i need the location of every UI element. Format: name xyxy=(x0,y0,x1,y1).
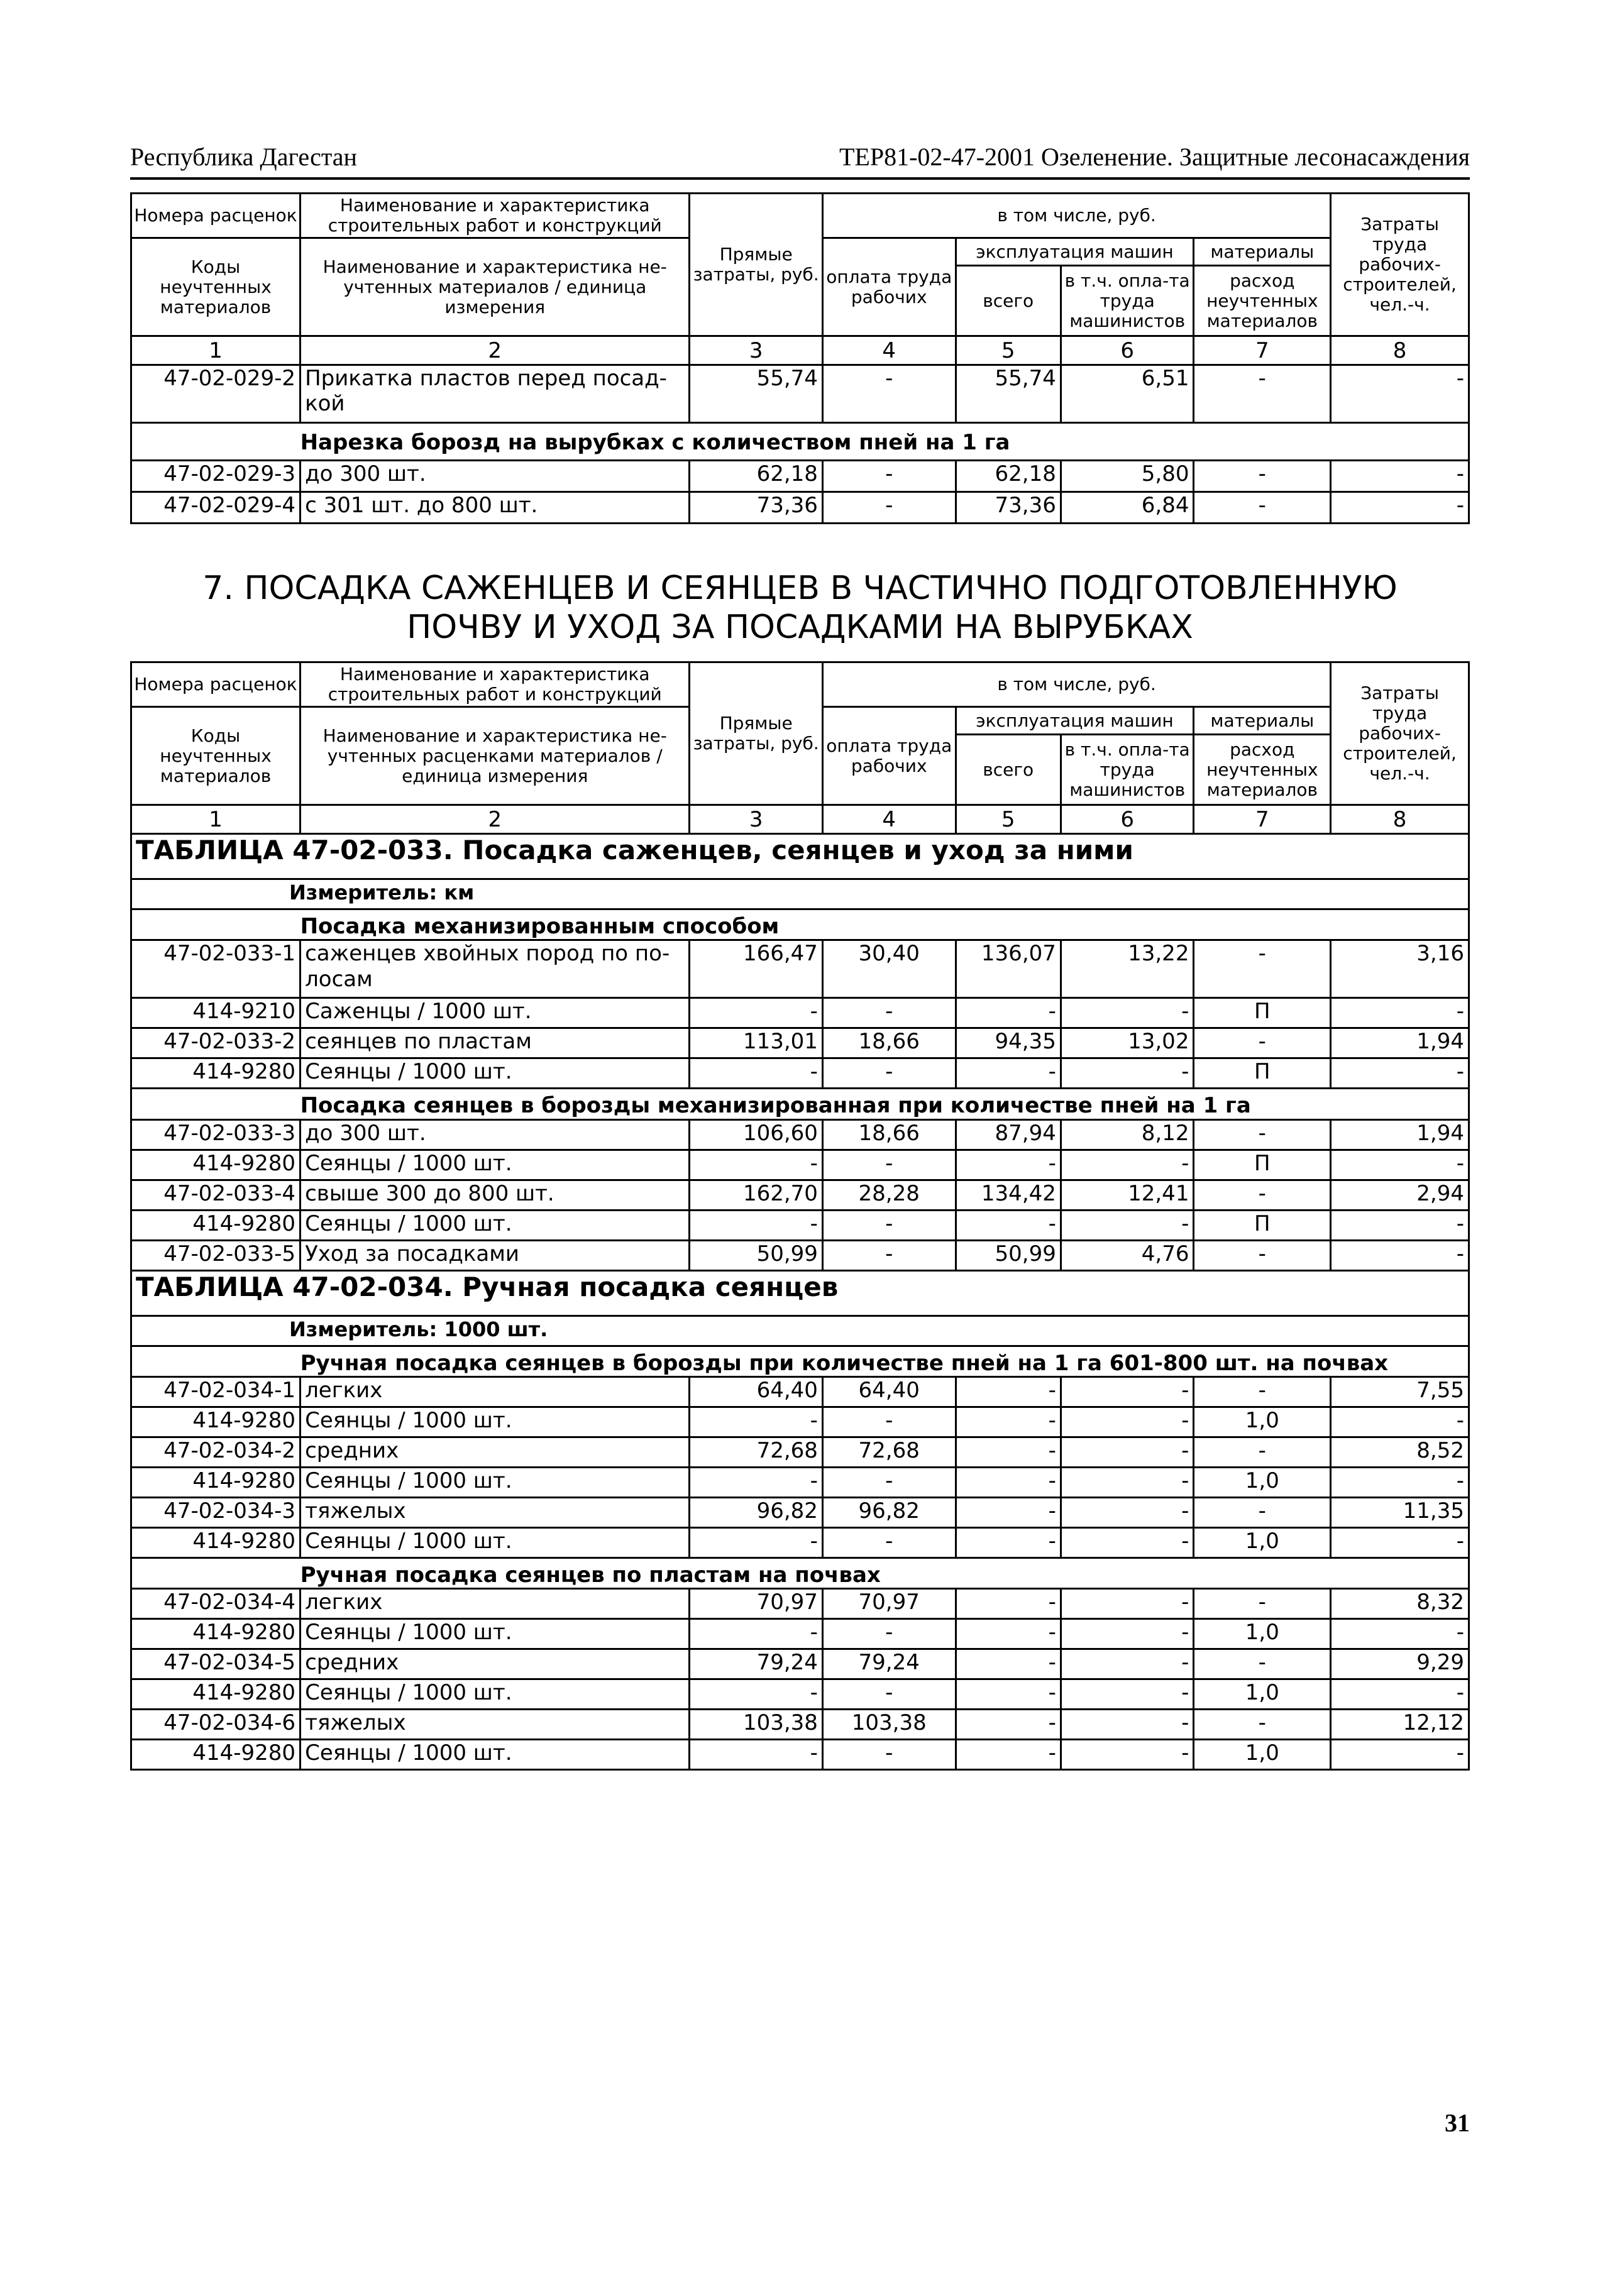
section-title: Ручная посадка сеянцев по пластам на почвах xyxy=(300,1557,1469,1588)
cell-col-8: 3,16 xyxy=(1331,940,1469,998)
cell-col-6: - xyxy=(1061,998,1194,1028)
col-number-3: 3 xyxy=(690,336,823,365)
cell-col-3: 106,60 xyxy=(690,1119,823,1150)
cell-col-4: - xyxy=(822,1150,956,1180)
table-caption: ТАБЛИЦА 47-02-033. Посадка саженцев, сеянцев и уход за ними xyxy=(136,835,1133,866)
col-number-7: 7 xyxy=(1194,805,1331,834)
cell-col-8: 2,94 xyxy=(1331,1180,1469,1210)
cell-col-2: до 300 шт. xyxy=(300,460,690,492)
cell-col-1: 47-02-033-3 xyxy=(131,1119,300,1150)
cell-col-4: 103,38 xyxy=(822,1709,956,1739)
table-row xyxy=(131,1739,1469,1769)
cell-col-1: 47-02-034-3 xyxy=(131,1497,300,1527)
cell-col-1: 47-02-029-4 xyxy=(131,492,300,523)
cell-col-4: - xyxy=(822,365,956,423)
cell-col-4: - xyxy=(822,1058,956,1089)
section-7-heading-line-2: ПОЧВУ И УХОД ЗА ПОСАДКАМИ НА ВЫРУБКАХ xyxy=(407,608,1193,646)
cell-col-7: 1,0 xyxy=(1194,1618,1331,1649)
table-row xyxy=(131,1180,1469,1210)
table-row xyxy=(131,1649,1469,1679)
cell-col-2: Сеянцы / 1000 шт. xyxy=(300,1679,690,1709)
section-row xyxy=(131,909,1469,940)
cell-col-8: 1,94 xyxy=(1331,1028,1469,1058)
cell-col-1: 414-9280 xyxy=(131,1467,300,1497)
cell-col-1: 414-9280 xyxy=(131,1679,300,1709)
cell-col-4: - xyxy=(822,1210,956,1240)
cell-col-7: - xyxy=(1194,1649,1331,1679)
unit-label: Измеритель: км xyxy=(289,881,475,905)
col-machinist-pay-header: в т.ч. опла-та труда машинистов xyxy=(1061,735,1194,805)
cell-col-7: - xyxy=(1194,492,1331,523)
cell-col-6: - xyxy=(1061,1649,1194,1679)
cell-col-5: - xyxy=(956,1739,1061,1769)
col-material-name-header: Наименование и характеристика не-учтенных расценками материалов / единица измерения xyxy=(300,707,690,805)
cell-col-8: - xyxy=(1331,1210,1469,1240)
table-row xyxy=(131,365,1469,423)
cell-col-6: - xyxy=(1061,1709,1194,1739)
cell-col-2: Сеянцы / 1000 шт. xyxy=(300,1467,690,1497)
cell-col-1: 414-9280 xyxy=(131,1407,300,1437)
cell-col-7: - xyxy=(1194,940,1331,998)
cell-col-8: 9,29 xyxy=(1331,1649,1469,1679)
cell-col-7: П xyxy=(1194,1150,1331,1180)
cell-col-7: - xyxy=(1194,460,1331,492)
col-worker-pay-header: оплата труда рабочих xyxy=(822,707,956,805)
cell-col-1: 414-9280 xyxy=(131,1739,300,1769)
col-including-header: в том числе, руб. xyxy=(822,662,1330,707)
cell-col-5: 134,42 xyxy=(956,1180,1061,1210)
cell-col-5: 87,94 xyxy=(956,1119,1061,1150)
cell-col-1: 47-02-034-2 xyxy=(131,1437,300,1467)
cell-col-6: - xyxy=(1061,1058,1194,1089)
cell-col-5: 50,99 xyxy=(956,1240,1061,1270)
cell-col-6: - xyxy=(1061,1467,1194,1497)
col-number-5: 5 xyxy=(956,336,1061,365)
cell-col-2: Сеянцы / 1000 шт. xyxy=(300,1150,690,1180)
col-machines-total-header: всего xyxy=(956,735,1061,805)
cell-col-6: 6,51 xyxy=(1061,365,1194,423)
cell-col-1: 414-9280 xyxy=(131,1150,300,1180)
cell-col-2: до 300 шт. xyxy=(300,1119,690,1150)
cell-col-3: - xyxy=(690,1679,823,1709)
col-material-codes-header: Коды неучтенных материалов xyxy=(131,238,300,336)
col-including-header: в том числе, руб. xyxy=(822,194,1330,238)
cell-col-8: - xyxy=(1331,460,1469,492)
cell-col-4: - xyxy=(822,1240,956,1270)
cell-col-3: - xyxy=(690,1210,823,1240)
cell-col-6: - xyxy=(1061,1588,1194,1618)
cell-col-3: 55,74 xyxy=(690,365,823,423)
cell-col-7: П xyxy=(1194,1058,1331,1089)
cell-col-7: - xyxy=(1194,1376,1331,1407)
cell-col-8: - xyxy=(1331,492,1469,523)
cell-col-8: - xyxy=(1331,1618,1469,1649)
cell-col-3: 72,68 xyxy=(690,1437,823,1467)
cell-col-2: сеянцев по пластам xyxy=(300,1028,690,1058)
cell-col-3: 103,38 xyxy=(690,1709,823,1739)
table-row xyxy=(131,1119,1469,1150)
cell-col-6: 6,84 xyxy=(1061,492,1194,523)
table-caption: ТАБЛИЦА 47-02-034. Ручная посадка сеянцев xyxy=(136,1271,839,1302)
section-7-heading xyxy=(130,569,1470,647)
cell-col-7: - xyxy=(1194,1709,1331,1739)
cell-col-1: 47-02-033-2 xyxy=(131,1028,300,1058)
col-work-name-header: Наименование и характеристика строительных работ и конструкций xyxy=(300,194,690,238)
cell-col-5: 94,35 xyxy=(956,1028,1061,1058)
col-number-4: 4 xyxy=(822,805,956,834)
cell-col-7: - xyxy=(1194,1119,1331,1150)
cell-col-2: тяжелых xyxy=(300,1709,690,1739)
cell-col-5: 73,36 xyxy=(956,492,1061,523)
col-worker-pay-header: оплата труда рабочих xyxy=(822,238,956,336)
cell-col-5: - xyxy=(956,1618,1061,1649)
cell-col-3: - xyxy=(690,1739,823,1769)
cell-col-2: легких xyxy=(300,1588,690,1618)
col-direct-costs-header: Прямые затраты, руб. xyxy=(690,194,823,336)
cell-col-6: 13,22 xyxy=(1061,940,1194,998)
cell-col-3: 166,47 xyxy=(690,940,823,998)
section-7-heading-line-1: 7. ПОСАДКА САЖЕНЦЕВ И СЕЯНЦЕВ В ЧАСТИЧНО ПОДГОТОВЛЕННУЮ xyxy=(202,569,1398,607)
col-number-1: 1 xyxy=(131,805,300,834)
col-machinist-pay-header: в т.ч. опла-та труда машинистов xyxy=(1061,266,1194,336)
cell-col-5: - xyxy=(956,1527,1061,1557)
cell-col-4: - xyxy=(822,1679,956,1709)
cell-col-5: - xyxy=(956,1437,1061,1467)
cell-col-3: 73,36 xyxy=(690,492,823,523)
section-row xyxy=(131,430,1469,460)
cell-col-1: 414-9280 xyxy=(131,1058,300,1089)
cell-col-2: Прикатка пластов перед посад-кой xyxy=(300,365,690,423)
cell-col-7: - xyxy=(1194,1588,1331,1618)
cell-col-5: - xyxy=(956,1058,1061,1089)
col-number-2: 2 xyxy=(300,805,690,834)
cell-col-6: - xyxy=(1061,1407,1194,1437)
cell-col-8: - xyxy=(1331,1150,1469,1180)
col-machine-operation-header: эксплуатация машин xyxy=(956,707,1194,735)
table-row xyxy=(131,1588,1469,1618)
col-material-consumption-header: расход неучтенных материалов xyxy=(1194,735,1331,805)
cell-col-3: 162,70 xyxy=(690,1180,823,1210)
cell-col-7: - xyxy=(1194,1180,1331,1210)
cell-col-2: свыше 300 до 800 шт. xyxy=(300,1180,690,1210)
cell-col-2: Сеянцы / 1000 шт. xyxy=(300,1058,690,1089)
section-title: Нарезка борозд на вырубках с количеством пней на 1 га xyxy=(300,430,1469,460)
table-row xyxy=(131,1240,1469,1270)
cell-col-7: 1,0 xyxy=(1194,1527,1331,1557)
table-row xyxy=(131,1058,1469,1089)
cell-col-4: 18,66 xyxy=(822,1119,956,1150)
cell-col-6: 12,41 xyxy=(1061,1180,1194,1210)
col-machine-operation-header: эксплуатация машин xyxy=(956,238,1194,266)
col-number-8: 8 xyxy=(1331,336,1469,365)
cell-col-4: 72,68 xyxy=(822,1437,956,1467)
table-row xyxy=(131,998,1469,1028)
cell-col-7: - xyxy=(1194,1437,1331,1467)
cell-col-3: - xyxy=(690,998,823,1028)
col-number-2: 2 xyxy=(300,336,690,365)
table-row xyxy=(131,1618,1469,1649)
col-number-7: 7 xyxy=(1194,336,1331,365)
cell-col-7: - xyxy=(1194,1497,1331,1527)
cell-col-6: 8,12 xyxy=(1061,1119,1194,1150)
cell-col-3: - xyxy=(690,1150,823,1180)
cell-col-8: - xyxy=(1331,1058,1469,1089)
header-document-code: ТЕР81-02-47-2001 Озеленение. Защитные лесонасаждения xyxy=(839,143,1470,171)
cell-col-7: 1,0 xyxy=(1194,1407,1331,1437)
section-row xyxy=(131,1089,1469,1119)
cell-col-3: - xyxy=(690,1058,823,1089)
cell-col-8: 1,94 xyxy=(1331,1119,1469,1150)
cell-col-5: - xyxy=(956,1467,1061,1497)
col-direct-costs-header: Прямые затраты, руб. xyxy=(690,662,823,805)
cell-col-8: - xyxy=(1331,998,1469,1028)
cell-col-5: - xyxy=(956,1679,1061,1709)
cell-col-6: - xyxy=(1061,1618,1194,1649)
cell-col-1: 47-02-033-4 xyxy=(131,1180,300,1210)
cell-col-8: - xyxy=(1331,1240,1469,1270)
table-row xyxy=(131,1709,1469,1739)
cell-col-4: - xyxy=(822,1739,956,1769)
cell-col-5: - xyxy=(956,1210,1061,1240)
cell-col-2: саженцев хвойных пород по по-лосам xyxy=(300,940,690,998)
table-caption-cell xyxy=(131,834,1469,879)
running-header xyxy=(130,140,1470,180)
col-materials-header: материалы xyxy=(1194,238,1331,266)
cell-col-7: 1,0 xyxy=(1194,1467,1331,1497)
cell-col-8: 8,32 xyxy=(1331,1588,1469,1618)
page-number: 31 xyxy=(1445,2109,1470,2137)
cell-col-4: 64,40 xyxy=(822,1376,956,1407)
cell-col-2: Сеянцы / 1000 шт. xyxy=(300,1210,690,1240)
cell-col-5: - xyxy=(956,998,1061,1028)
cell-col-8: 12,12 xyxy=(1331,1709,1469,1739)
cell-col-5: - xyxy=(956,1376,1061,1407)
cell-col-6: - xyxy=(1061,1437,1194,1467)
cell-col-6: 13,02 xyxy=(1061,1028,1194,1058)
col-number-8: 8 xyxy=(1331,805,1469,834)
cell-col-8: - xyxy=(1331,1527,1469,1557)
section-row xyxy=(131,1346,1469,1376)
cell-col-6: - xyxy=(1061,1739,1194,1769)
cell-col-4: 96,82 xyxy=(822,1497,956,1527)
cell-col-2: Сеянцы / 1000 шт. xyxy=(300,1739,690,1769)
col-machines-total-header: всего xyxy=(956,266,1061,336)
cell-col-6: - xyxy=(1061,1497,1194,1527)
col-rate-number-header: Номера расценок xyxy=(131,662,300,707)
cell-col-2: Уход за посадками xyxy=(300,1240,690,1270)
cell-col-8: 11,35 xyxy=(1331,1497,1469,1527)
cell-col-2: тяжелых xyxy=(300,1497,690,1527)
cell-col-6: - xyxy=(1061,1527,1194,1557)
cell-col-2: средних xyxy=(300,1437,690,1467)
cell-col-6: - xyxy=(1061,1679,1194,1709)
cell-col-2: Сеянцы / 1000 шт. xyxy=(300,1407,690,1437)
cell-col-2: легких xyxy=(300,1376,690,1407)
cell-col-1: 47-02-033-1 xyxy=(131,940,300,998)
table-row xyxy=(131,1527,1469,1557)
cell-col-4: - xyxy=(822,492,956,523)
col-number-1: 1 xyxy=(131,336,300,365)
cell-col-1: 414-9280 xyxy=(131,1210,300,1240)
table-unit-cell xyxy=(131,1316,1469,1346)
cell-col-5: - xyxy=(956,1588,1061,1618)
col-materials-header: материалы xyxy=(1194,707,1331,735)
cell-col-3: - xyxy=(690,1527,823,1557)
cell-col-6: 5,80 xyxy=(1061,460,1194,492)
cell-col-3: - xyxy=(690,1407,823,1437)
col-material-name-header: Наименование и характеристика не-учтенных материалов / единица измерения xyxy=(300,238,690,336)
col-labor-costs-header: Затраты труда рабочих-строителей, чел.-ч. xyxy=(1331,194,1469,336)
cell-col-3: 50,99 xyxy=(690,1240,823,1270)
cell-col-1: 47-02-033-5 xyxy=(131,1240,300,1270)
cell-col-1: 47-02-034-5 xyxy=(131,1649,300,1679)
cell-col-7: 1,0 xyxy=(1194,1739,1331,1769)
col-number-6: 6 xyxy=(1061,336,1194,365)
table-row xyxy=(131,1407,1469,1437)
section-title: Ручная посадка сеянцев в борозды при количестве пней на 1 га 601-800 шт. на почвах xyxy=(300,1346,1469,1376)
cell-col-7: - xyxy=(1194,1240,1331,1270)
cell-col-4: 79,24 xyxy=(822,1649,956,1679)
cell-col-4: - xyxy=(822,1618,956,1649)
col-labor-costs-header: Затраты труда рабочих-строителей, чел.-ч. xyxy=(1331,662,1469,805)
section-row xyxy=(131,1557,1469,1588)
table-row xyxy=(131,1437,1469,1467)
cell-col-6: - xyxy=(1061,1210,1194,1240)
cell-col-5: - xyxy=(956,1150,1061,1180)
cell-col-3: - xyxy=(690,1618,823,1649)
cell-col-3: 62,18 xyxy=(690,460,823,492)
unit-value: км xyxy=(444,881,475,905)
col-number-4: 4 xyxy=(822,336,956,365)
header-region: Республика Дагестан xyxy=(130,143,357,171)
table-row xyxy=(131,1150,1469,1180)
table-row xyxy=(131,1467,1469,1497)
cell-col-1: 47-02-034-1 xyxy=(131,1376,300,1407)
cell-col-6: 4,76 xyxy=(1061,1240,1194,1270)
cell-col-8: - xyxy=(1331,1679,1469,1709)
cell-col-1: 47-02-034-6 xyxy=(131,1709,300,1739)
cell-col-2: Сеянцы / 1000 шт. xyxy=(300,1527,690,1557)
table-row xyxy=(131,1679,1469,1709)
cell-col-6: - xyxy=(1061,1376,1194,1407)
cell-col-7: - xyxy=(1194,365,1331,423)
cell-col-2: средних xyxy=(300,1649,690,1679)
cell-col-4: - xyxy=(822,1467,956,1497)
cell-col-1: 414-9280 xyxy=(131,1618,300,1649)
col-number-6: 6 xyxy=(1061,805,1194,834)
cell-col-6: - xyxy=(1061,1150,1194,1180)
table-unit-cell xyxy=(131,879,1469,909)
cell-col-1: 47-02-034-4 xyxy=(131,1588,300,1618)
cell-col-5: - xyxy=(956,1497,1061,1527)
col-material-codes-header: Коды неучтенных материалов xyxy=(131,707,300,805)
cell-col-4: - xyxy=(822,998,956,1028)
table-row xyxy=(131,1376,1469,1407)
col-number-5: 5 xyxy=(956,805,1061,834)
table-caption-cell xyxy=(131,1270,1469,1316)
cell-col-8: - xyxy=(1331,1467,1469,1497)
cell-col-8: 8,52 xyxy=(1331,1437,1469,1467)
col-rate-number-header: Номера расценок xyxy=(131,194,300,238)
cell-col-8: - xyxy=(1331,1407,1469,1437)
cell-col-5: 136,07 xyxy=(956,940,1061,998)
cell-col-4: - xyxy=(822,460,956,492)
cell-col-4: 28,28 xyxy=(822,1180,956,1210)
table-row xyxy=(131,460,1469,492)
cell-col-7: П xyxy=(1194,1210,1331,1240)
cell-col-8: - xyxy=(1331,1739,1469,1769)
cell-col-7: 1,0 xyxy=(1194,1679,1331,1709)
cell-col-5: - xyxy=(956,1709,1061,1739)
cell-col-3: 64,40 xyxy=(690,1376,823,1407)
cell-col-2: Сеянцы / 1000 шт. xyxy=(300,1618,690,1649)
cell-col-4: 18,66 xyxy=(822,1028,956,1058)
table-row xyxy=(131,492,1469,523)
cell-col-4: - xyxy=(822,1407,956,1437)
cell-col-3: 70,97 xyxy=(690,1588,823,1618)
table-row xyxy=(131,1497,1469,1527)
cell-col-3: 113,01 xyxy=(690,1028,823,1058)
table-row xyxy=(131,1028,1469,1058)
table-row xyxy=(131,940,1469,998)
table-47-02-029 xyxy=(130,192,1470,524)
col-number-3: 3 xyxy=(690,805,823,834)
cell-col-5: 62,18 xyxy=(956,460,1061,492)
cell-col-5: 55,74 xyxy=(956,365,1061,423)
cell-col-4: - xyxy=(822,1527,956,1557)
cell-col-8: - xyxy=(1331,365,1469,423)
cell-col-7: - xyxy=(1194,1028,1331,1058)
unit-value: 1000 шт. xyxy=(444,1317,548,1341)
cell-col-3: 79,24 xyxy=(690,1649,823,1679)
cell-col-1: 414-9210 xyxy=(131,998,300,1028)
cell-col-4: 70,97 xyxy=(822,1588,956,1618)
cell-col-1: 47-02-029-2 xyxy=(131,365,300,423)
cell-col-4: 30,40 xyxy=(822,940,956,998)
unit-label: Измеритель: 1000 шт. xyxy=(289,1317,548,1341)
cell-col-5: - xyxy=(956,1407,1061,1437)
cell-col-1: 47-02-029-3 xyxy=(131,460,300,492)
table-47-02-033-034 xyxy=(130,661,1470,1771)
section-title: Посадка сеянцев в борозды механизированная при количестве пней на 1 га xyxy=(300,1089,1469,1119)
section-title: Посадка механизированным способом xyxy=(300,909,1469,940)
col-material-consumption-header: расход неучтенных материалов xyxy=(1194,266,1331,336)
cell-col-3: - xyxy=(690,1467,823,1497)
cell-col-1: 414-9280 xyxy=(131,1527,300,1557)
cell-col-2: Саженцы / 1000 шт. xyxy=(300,998,690,1028)
table-row xyxy=(131,1210,1469,1240)
cell-col-3: 96,82 xyxy=(690,1497,823,1527)
cell-col-7: П xyxy=(1194,998,1331,1028)
cell-col-2: с 301 шт. до 800 шт. xyxy=(300,492,690,523)
col-work-name-header: Наименование и характеристика строительных работ и конструкций xyxy=(300,662,690,707)
cell-col-5: - xyxy=(956,1649,1061,1679)
cell-col-8: 7,55 xyxy=(1331,1376,1469,1407)
